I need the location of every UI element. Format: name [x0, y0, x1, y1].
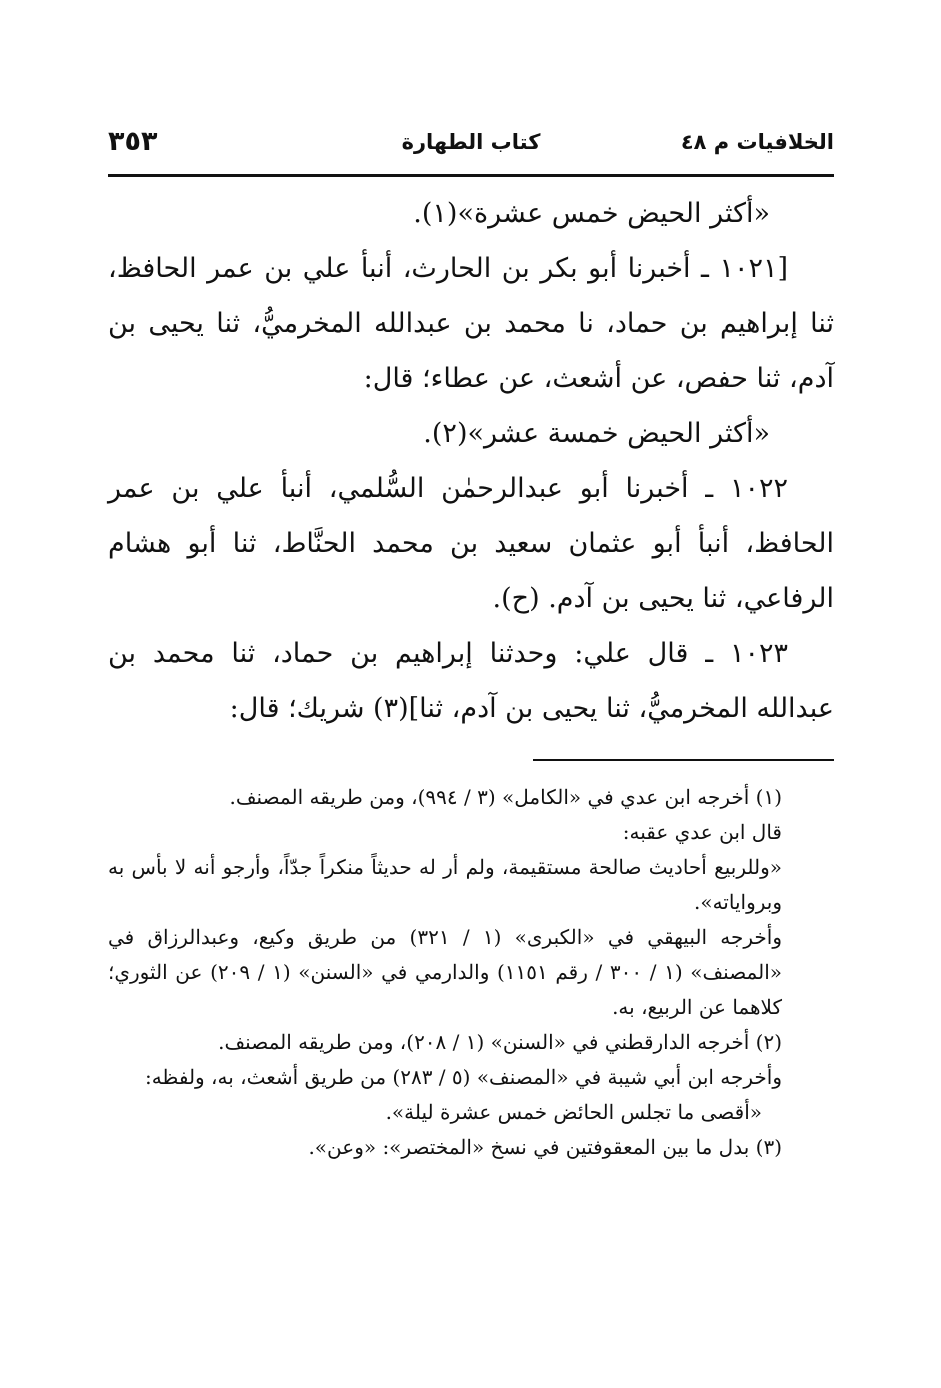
main-text — [108, 186, 834, 736]
quote-paragraph: «أكثر الحيض خمسة عشر»(٢). — [423, 418, 770, 449]
footnote-1: (١) أخرجه ابن عدي في «الكامل» (٣ / ٩٩٤)، ومن طريقه المصنف. — [229, 785, 782, 809]
footnote-3: (٣) بدل ما بين المعقوفتين في نسخ «المختصر»: «وعن». — [308, 1135, 782, 1159]
footnote-quote: «وللربيع أحاديث صالحة مستقيمة، ولم أر له حديثاً منكراً جدّاً، وأرجو أنه لا بأس به وبرواياته». — [108, 855, 782, 914]
footnote-text: وأخرجه البيهقي في «الكبرى» (١ / ٣٢١) من طريق وكيع، وعبدالرزاق في «المصنف» (١ / ٣٠٠ / رقم ١١٥١) والدارمي في «السنن» (١ / ٢٠٩) عن الثوري؛ كلاهما عن الربيع، به. — [108, 925, 782, 1019]
chapter-volume-label: الخلافيات م ٤٨ — [680, 130, 834, 154]
footnotes-section — [108, 780, 834, 1165]
header-rule — [108, 174, 834, 177]
footnote-2: (٢) أخرجه الدارقطني في «السنن» (١ / ٢٠٨)، ومن طريقه المصنف. — [218, 1030, 782, 1054]
quote-paragraph: «أكثر الحيض خمس عشرة»(١). — [413, 198, 770, 229]
footnote-text: قال ابن عدي عقبه: — [622, 820, 782, 844]
footnote-quote: «أقصى ما تجلس الحائض خمس عشرة ليلة». — [385, 1100, 762, 1124]
hadith-1023-paragraph: ١٠٢٣ ـ قال علي: وحدثنا إبراهيم بن حماد، ثنا محمد بن عبدالله المخرميُّ، ثنا يحيى بن آدم، ثنا](٣) شريك؛ قال: — [108, 638, 834, 724]
hadith-1021-paragraph: [١٠٢١ ـ أخبرنا أبو بكر بن الحارث، أنبأ علي بن عمر الحافظ، ثنا إبراهيم بن حماد، نا محمد بن عبدالله المخرميُّ، ثنا يحيى بن آدم، ثنا حفص، عن أشعث، عن عطاء؛ قال: — [108, 253, 834, 394]
footnote-text: وأخرجه ابن أبي شيبة في «المصنف» (٥ / ٢٨٣) من طريق أشعث، به، ولفظه: — [144, 1065, 782, 1089]
footnote-separator — [533, 759, 834, 761]
book-section-title: كتاب الطهارة — [401, 130, 541, 154]
running-header — [108, 126, 834, 166]
page-number: ٣٥٣ — [108, 126, 158, 157]
hadith-1022-paragraph: ١٠٢٢ ـ أخبرنا أبو عبدالرحمٰن السُّلمي، أنبأ علي بن عمر الحافظ، أنبأ أبو عثمان سعيد بن محمد الحنَّاط، ثنا أبو هشام الرفاعي، ثنا يحيى بن آدم. (ح). — [108, 473, 834, 614]
